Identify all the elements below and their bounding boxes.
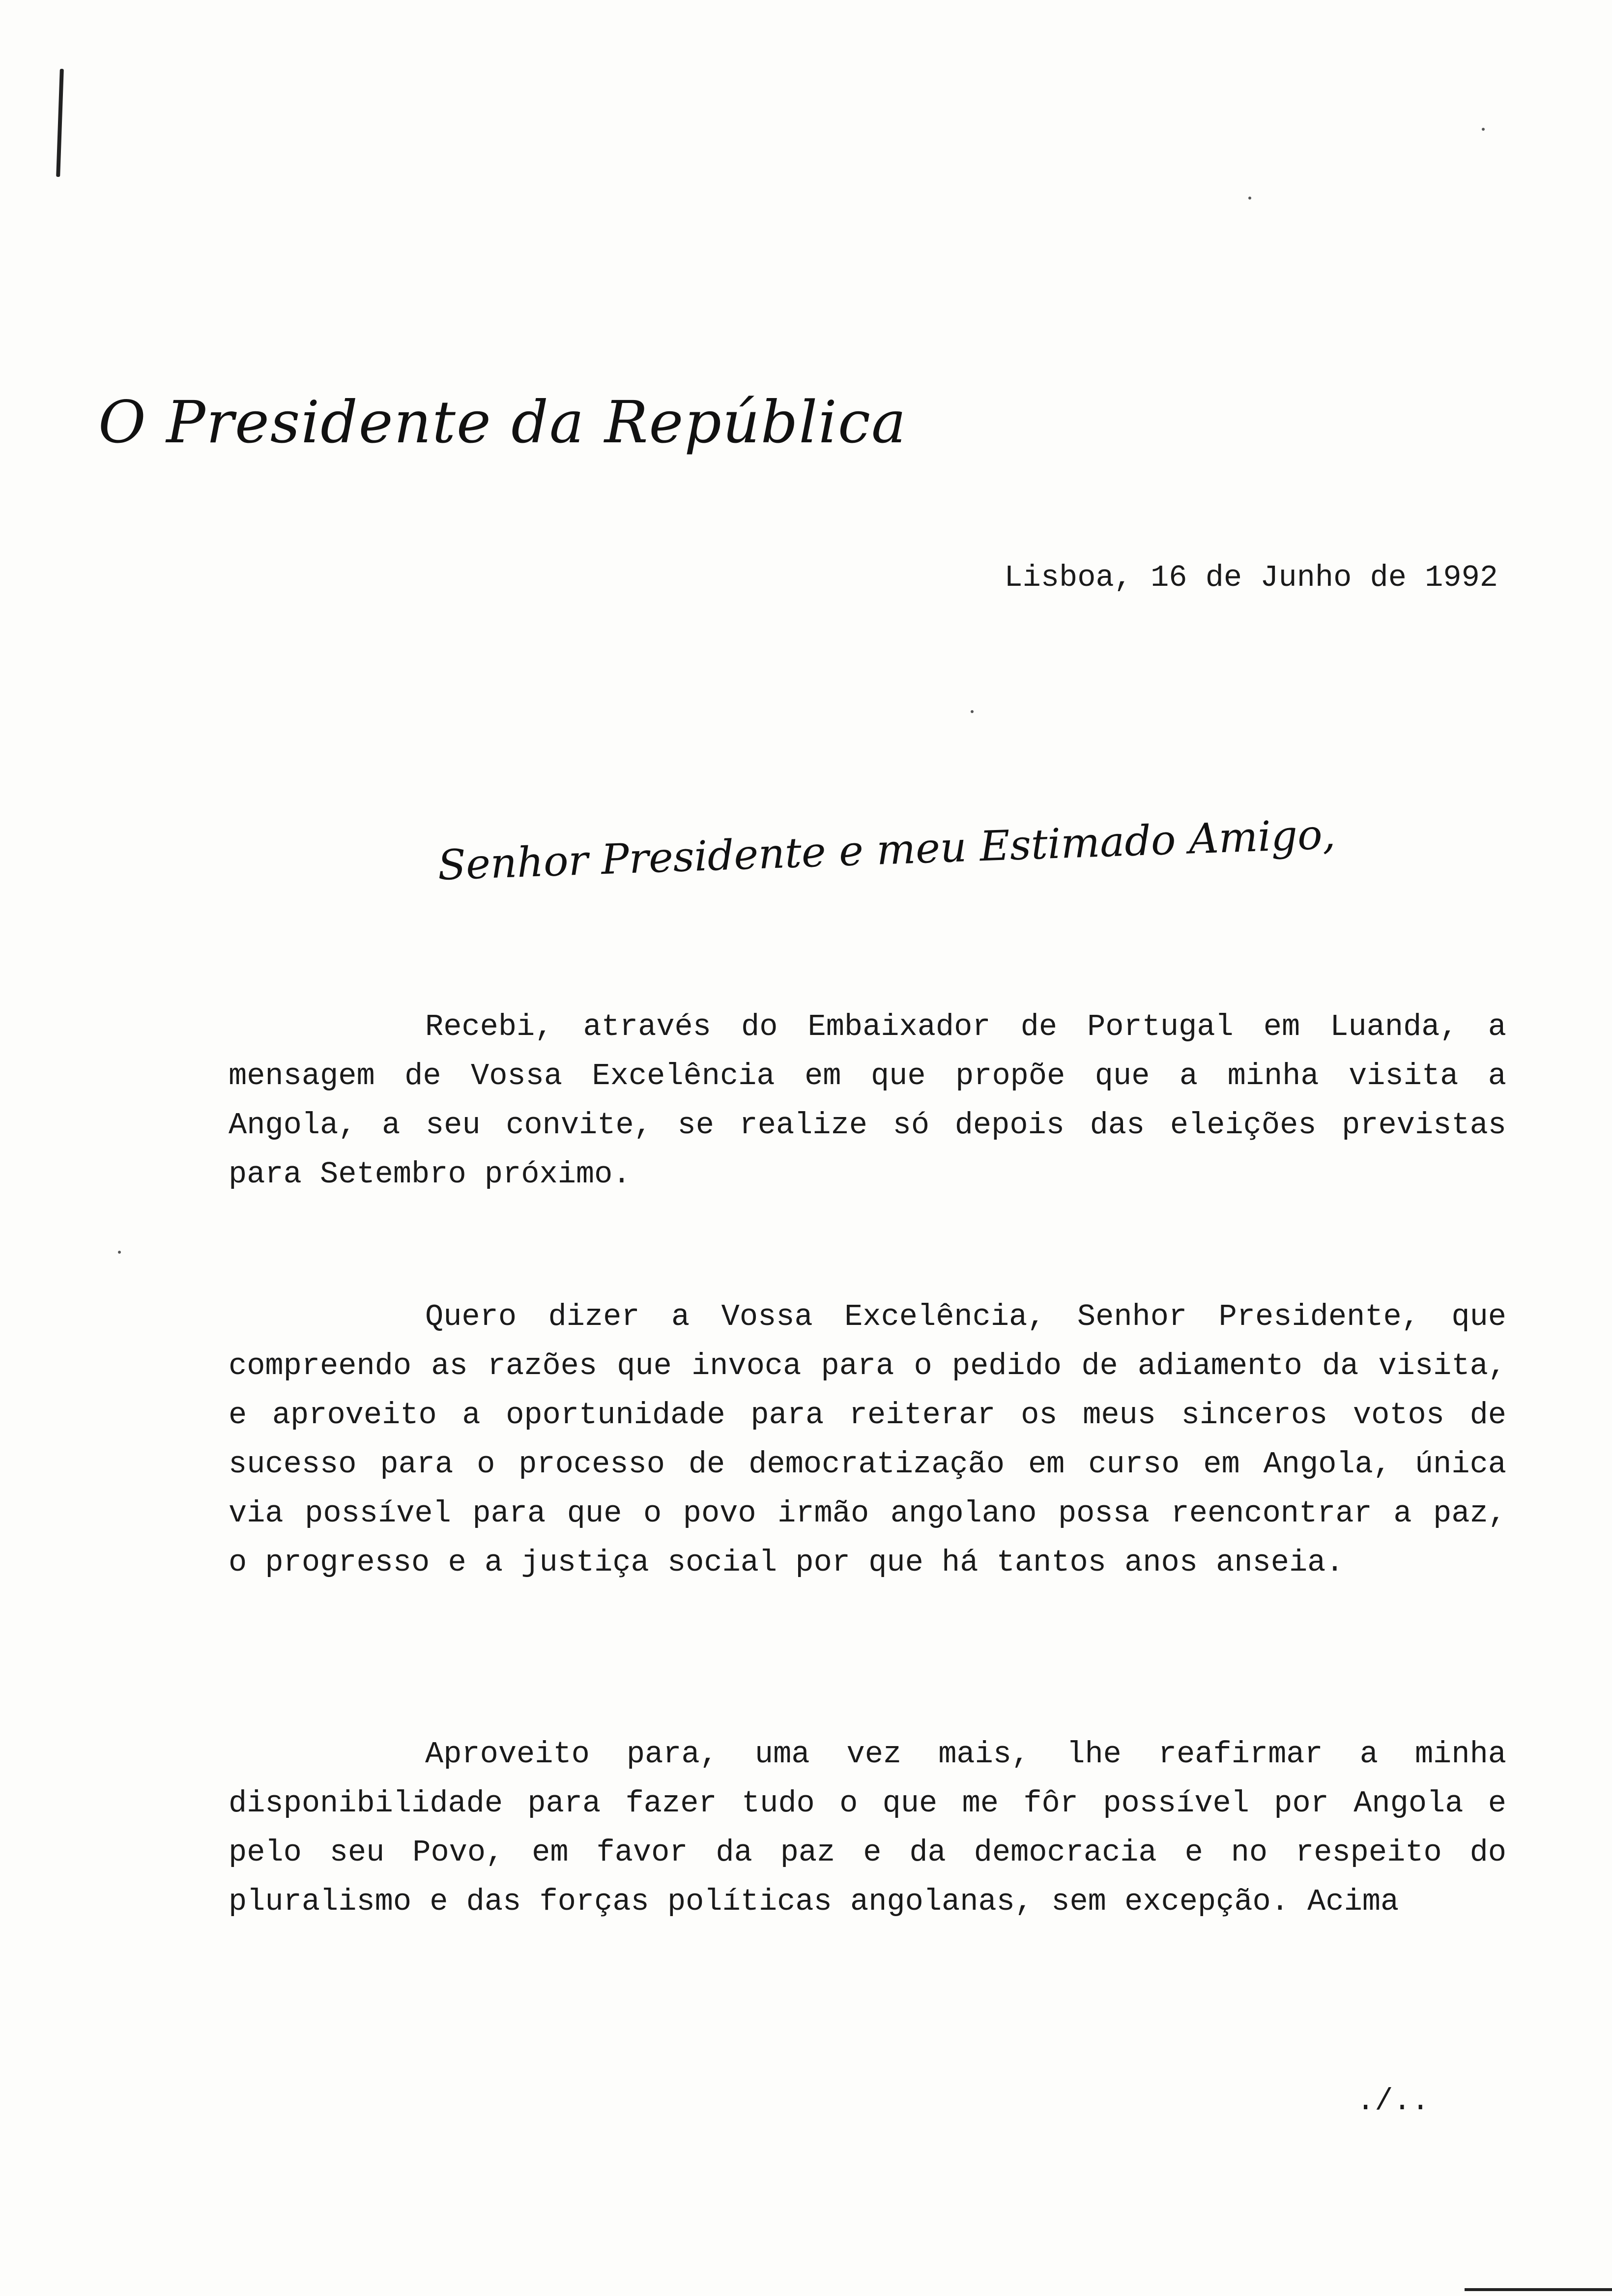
margin-pen-mark — [56, 69, 64, 177]
body-paragraph-1: Recebi, através do Embaixador de Portugal em Luanda, a mensagem de Vossa Excelência em que propõe que a minha visita a Angola, a seu convite, se realize só depois das eleições previstas para Setembro próximo. — [229, 1009, 1506, 1192]
scan-speck — [971, 710, 974, 713]
scan-speck — [1482, 128, 1485, 131]
scan-speck — [118, 1251, 121, 1254]
body-paragraph-2: Quero dizer a Vossa Excelência, Senhor Presidente, que compreendo as razões que invoca para o pedido de adiamento da visita, e aproveito a oportunidade para reiterar os meus sinceros votos de sucesso para o processo de democratização em curso em Angola, única via possível para que o povo irmão angolano possa reencontrar a paz, o progresso e a justiça social por que há tantos anos anseia. — [229, 1299, 1506, 1580]
date-line: Lisboa, 16 de Junho de 1992 — [1004, 560, 1498, 595]
bottom-edge-mark — [1465, 2288, 1612, 2291]
letterhead-title: O Presidente da República — [98, 388, 907, 456]
scan-speck — [1248, 197, 1251, 200]
handwritten-salutation: Senhor Presidente e meu Estimado Amigo, — [436, 810, 1336, 890]
continuation-mark: ./.. — [1356, 2084, 1430, 2119]
body-paragraph-3: Aproveito para, uma vez mais, lhe reafirmar a minha disponibilidade para fazer tudo o que me fôr possível por Angola e pelo seu Povo, em favor da paz e da democracia e no respeito do pluralismo e das forças políticas angolanas, sem excepção. Acima — [229, 1737, 1506, 1919]
